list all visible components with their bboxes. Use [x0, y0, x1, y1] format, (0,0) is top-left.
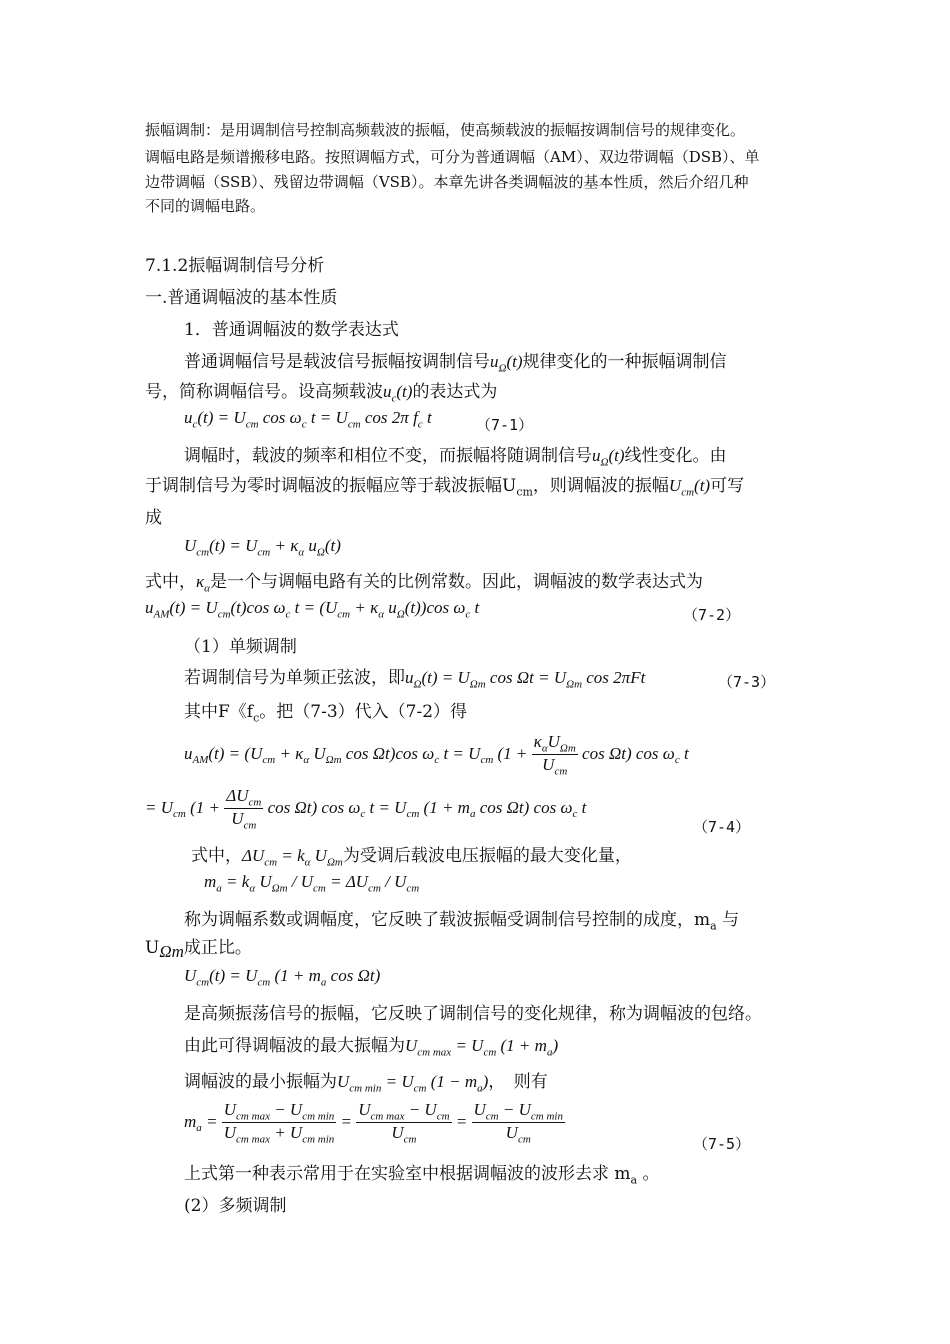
equation-number: （7-2）: [683, 606, 741, 624]
equation: $m_a = k_\alpha$ $U_{\Omega m} / U_{cm} = \Delta U_{cm} / U_{cm}$: [204, 872, 420, 895]
body-text: 号，简称调幅信号。设高频载波$u_c(t)$的表达式为: [145, 382, 498, 405]
body-text: 称为调幅系数或调幅度，它反映了载波振幅受调制信号控制的成度，$m_a$ 与: [184, 910, 740, 933]
equation: $U_{cm}(t) = U_{cm} + \kappa_\alpha$ $u_\Omega(t)$: [184, 536, 341, 559]
intro-line-1: 振幅调制：是用调制信号控制高频载波的振幅，使高频载波的振幅按调制信号的规律变化。: [145, 121, 746, 139]
equation: $u_{AM}(t) = (U_{cm} + \kappa_\alpha$ $U_{\Omega m}$ cos Ωt)cos $\omega_c$ $t = U_{cm}$ (1 + $\frac{\kappa_\alpha U_{\Omega m}}{U_{cm}}$ cos Ωt) $\cos \omega_c$ t: [184, 732, 689, 778]
equation: $m_a$ = $\frac{U_{cm max} - U_{cm min}}{U_{cm max} + U_{cm min}}$ = $\frac{U_{cm max} - U_{cm}}{U_{cm}}$ = $\frac{U_{cm} - U_{cm min}}{U_{cm}}$: [184, 1100, 563, 1146]
subsection-title: 一.普通调幅波的基本性质: [145, 288, 338, 308]
equation-number: （7-4）: [693, 818, 751, 836]
body-text: 若调制信号为单频正弦波，即$u_\Omega(t) = U_{\Omega m}$ $\cos \Omega t = U_{\Omega m}$ cos 2πFt: [184, 668, 646, 691]
intro-line-2: 调幅电路是频谱搬移电路。按照调幅方式，可分为普通调幅（AM）、双边带调幅（DSB）、单: [145, 148, 760, 166]
body-text: 其中F《$f_c$。把（7-3）代入（7-2）得: [184, 702, 468, 725]
equation: $U_{cm}(t) = U_{cm}$ ($1 + m_a$ cos Ωt): [184, 966, 381, 989]
equation: $u_{AM}(t) = U_{cm}(t)\cos$ $\omega_c$ $t = (U_{cm} + \kappa_\alpha$ $u_\Omega(t))\cos$ $\omega_c$ t: [145, 598, 480, 621]
body-text: 上式第一种表示常用于在实验室中根据调幅波的波形去求 $m_a$ 。: [184, 1164, 660, 1187]
subsubsection-title: 1．普通调幅波的数学表达式: [184, 320, 399, 340]
section-title: 7.1.2振幅调制信号分析: [145, 256, 325, 276]
equation-number: （7-1）: [476, 416, 534, 434]
subsubsection-title: （1）单频调制: [184, 637, 297, 657]
body-text: 普通调幅信号是载波信号振幅按调制信号$u_\Omega(t)$规律变化的一种振幅调制信: [184, 352, 727, 375]
equation: $u_c(t) = U_{cm}$ $\cos \omega_c$ $t = U_{cm}$ cos 2π $f_c$ t: [184, 408, 432, 431]
body-text: 成: [145, 508, 162, 528]
body-text: 是高频振荡信号的振幅，它反映了调制信号的变化规律，称为调幅波的包络。: [184, 1004, 762, 1024]
subsubsection-title: (2）多频调制: [184, 1196, 287, 1216]
body-text: 于调制信号为零时调幅波的振幅应等于载波振幅$U_{cm}$，则调幅波的振幅$U_{cm}(t)$可写: [145, 476, 745, 499]
body-text: $U_{\Omega m}$成正比。: [145, 938, 252, 962]
intro-line-3: 边带调幅（SSB）、残留边带调幅（VSB）。本章先讲各类调幅波的基本性质，然后介绍几种: [145, 173, 749, 191]
body-text: 调幅波的最小振幅为$U_{cm min} = U_{cm}$ $(1 - m_a)$， 则有: [184, 1072, 548, 1095]
intro-line-4: 不同的调幅电路。: [145, 197, 266, 215]
equation-number: （7-5）: [693, 1135, 751, 1153]
body-text: 由此可得调幅波的最大振幅为$U_{cm max} = U_{cm}$ $(1 + m_a)$: [184, 1036, 559, 1059]
body-text: 式中，$\kappa_\alpha$是一个与调幅电路有关的比例常数。因此，调幅波的数学表达式为: [145, 572, 703, 595]
equation-number: （7-3）: [718, 673, 776, 691]
equation: = $U_{cm}$ (1 + $\frac{\Delta U_{cm}}{U_{cm}}$ cos Ωt) $\cos \omega_c$ $t = U_{cm}$ ($1 + m_a$ cos Ωt) $\cos \omega_c$ t: [145, 786, 587, 832]
body-text: 调幅时，载波的频率和相位不变，而振幅将随调制信号$u_\Omega(t)$线性变化。由: [184, 446, 727, 469]
body-text: 式中，$\Delta U_{cm} = k_\alpha$ $U_{\Omega m}$为受调后载波电压振幅的最大变化量，: [191, 846, 632, 869]
